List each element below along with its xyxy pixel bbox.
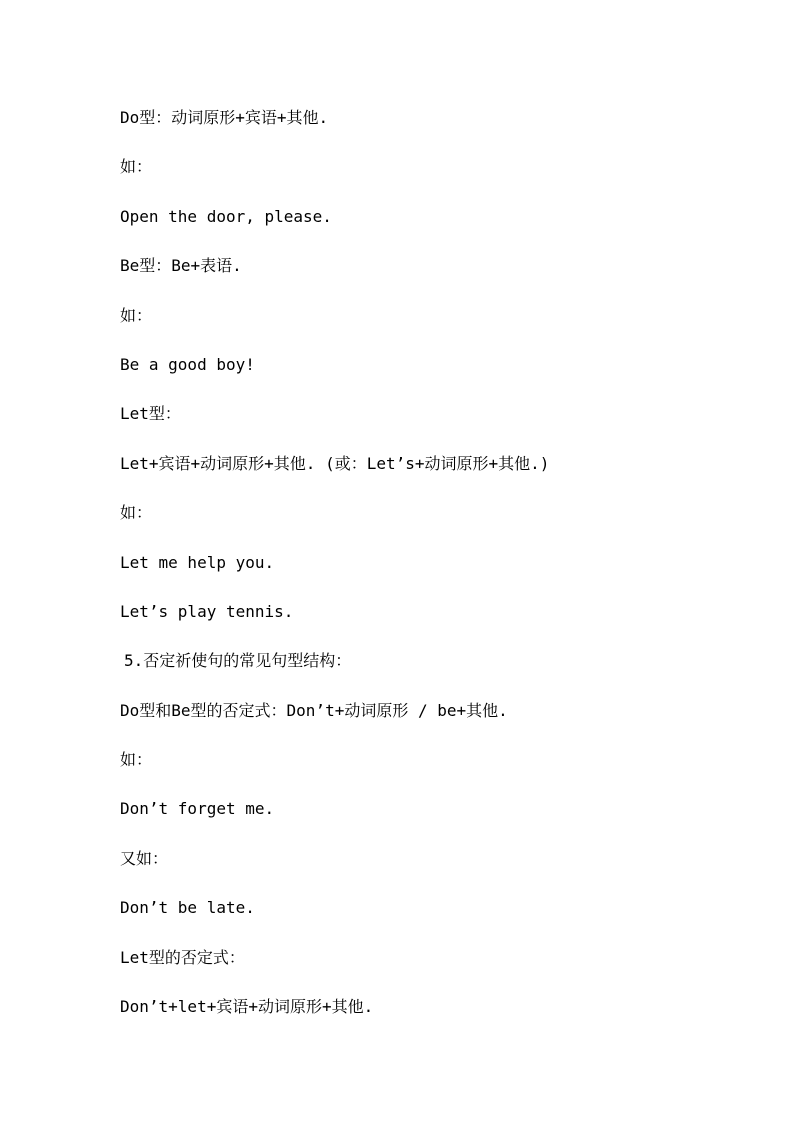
example-label: 如：	[120, 157, 153, 177]
example-sentence: Be a good boy!	[120, 354, 255, 374]
example-sentence: Don’t be late.	[120, 898, 255, 918]
example-label: 如：	[120, 503, 153, 523]
negative-let-rule: Don’t+let+宾语+动词原形+其他.	[120, 997, 374, 1017]
example-sentence: Let’s play tennis.	[120, 601, 294, 621]
example-label: 如：	[120, 750, 153, 770]
example-label: 又如：	[120, 848, 169, 868]
negative-let-heading: Let型的否定式：	[120, 947, 245, 967]
example-sentence: Let me help you.	[120, 552, 275, 572]
example-sentence: Don’t forget me.	[120, 799, 275, 819]
document-body	[120, 104, 720, 1042]
section-heading-negative-imperative: 5.否定祈使句的常见句型结构：	[124, 651, 352, 671]
negative-do-be-rule: Do型和Be型的否定式：Don’t+动词原形 / be+其他.	[120, 700, 508, 720]
do-type-rule: Do型：动词原形+宾语+其他.	[120, 108, 329, 127]
be-type-rule: Be型：Be+表语.	[120, 256, 242, 276]
let-type-rule: Let+宾语+动词原形+其他. (或：Let’s+动词原形+其他.)	[120, 453, 550, 473]
example-label: 如：	[120, 305, 153, 325]
example-sentence: Open the door, please.	[120, 206, 332, 226]
let-type-heading: Let型：	[120, 404, 181, 424]
